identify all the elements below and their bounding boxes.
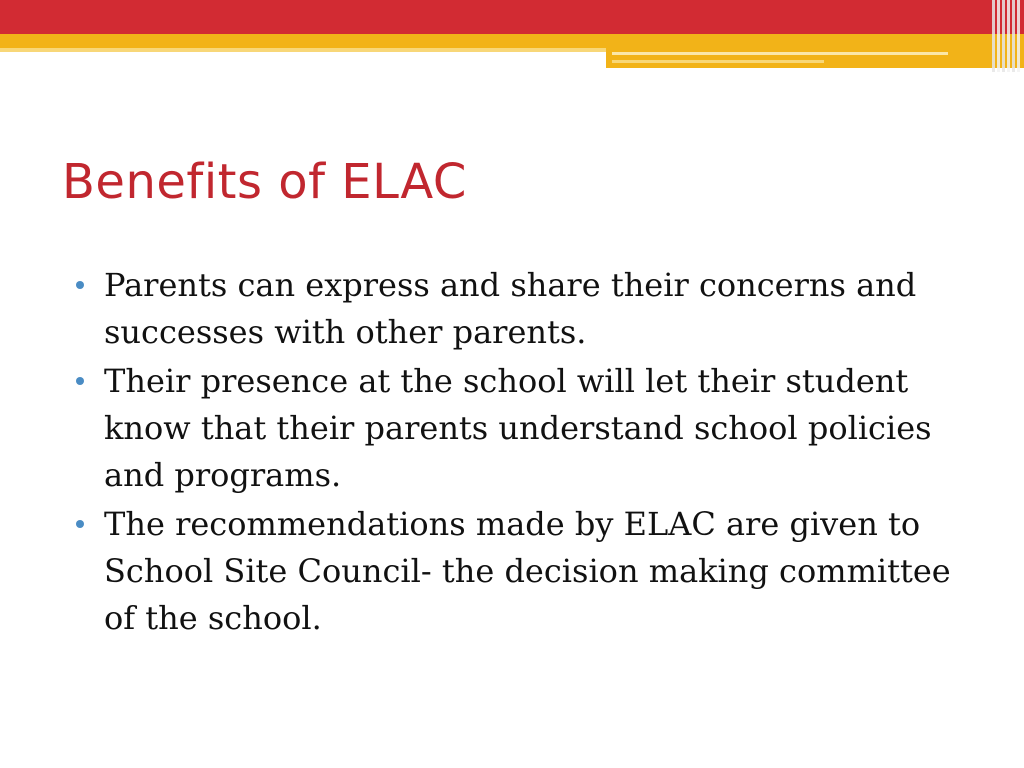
- decorative-stripes: [990, 0, 1024, 72]
- header-banner-yellow: [0, 34, 1024, 48]
- bullet-list: [76, 262, 976, 644]
- header-banner-red: [0, 0, 1024, 34]
- bullet-item: [76, 501, 976, 642]
- header-banner-tab: [606, 48, 1024, 68]
- bullet-text: The recommendations made by ELAC are given to School Site Council- the decision making committee of the school.: [104, 505, 951, 637]
- bullet-item: [76, 358, 976, 499]
- bullet-item: [76, 262, 976, 356]
- header-banner-tab-line: [612, 52, 948, 55]
- bullet-text: Their presence at the school will let their student know that their parents understand school policies and programs.: [104, 362, 932, 494]
- bullet-dot-icon: [76, 281, 84, 289]
- bullet-text: Parents can express and share their concerns and successes with other parents.: [104, 266, 917, 351]
- bullet-dot-icon: [76, 377, 84, 385]
- bullet-dot-icon: [76, 520, 84, 528]
- header-banner-tab-line: [612, 60, 824, 63]
- slide-title: Benefits of ELAC: [62, 154, 467, 210]
